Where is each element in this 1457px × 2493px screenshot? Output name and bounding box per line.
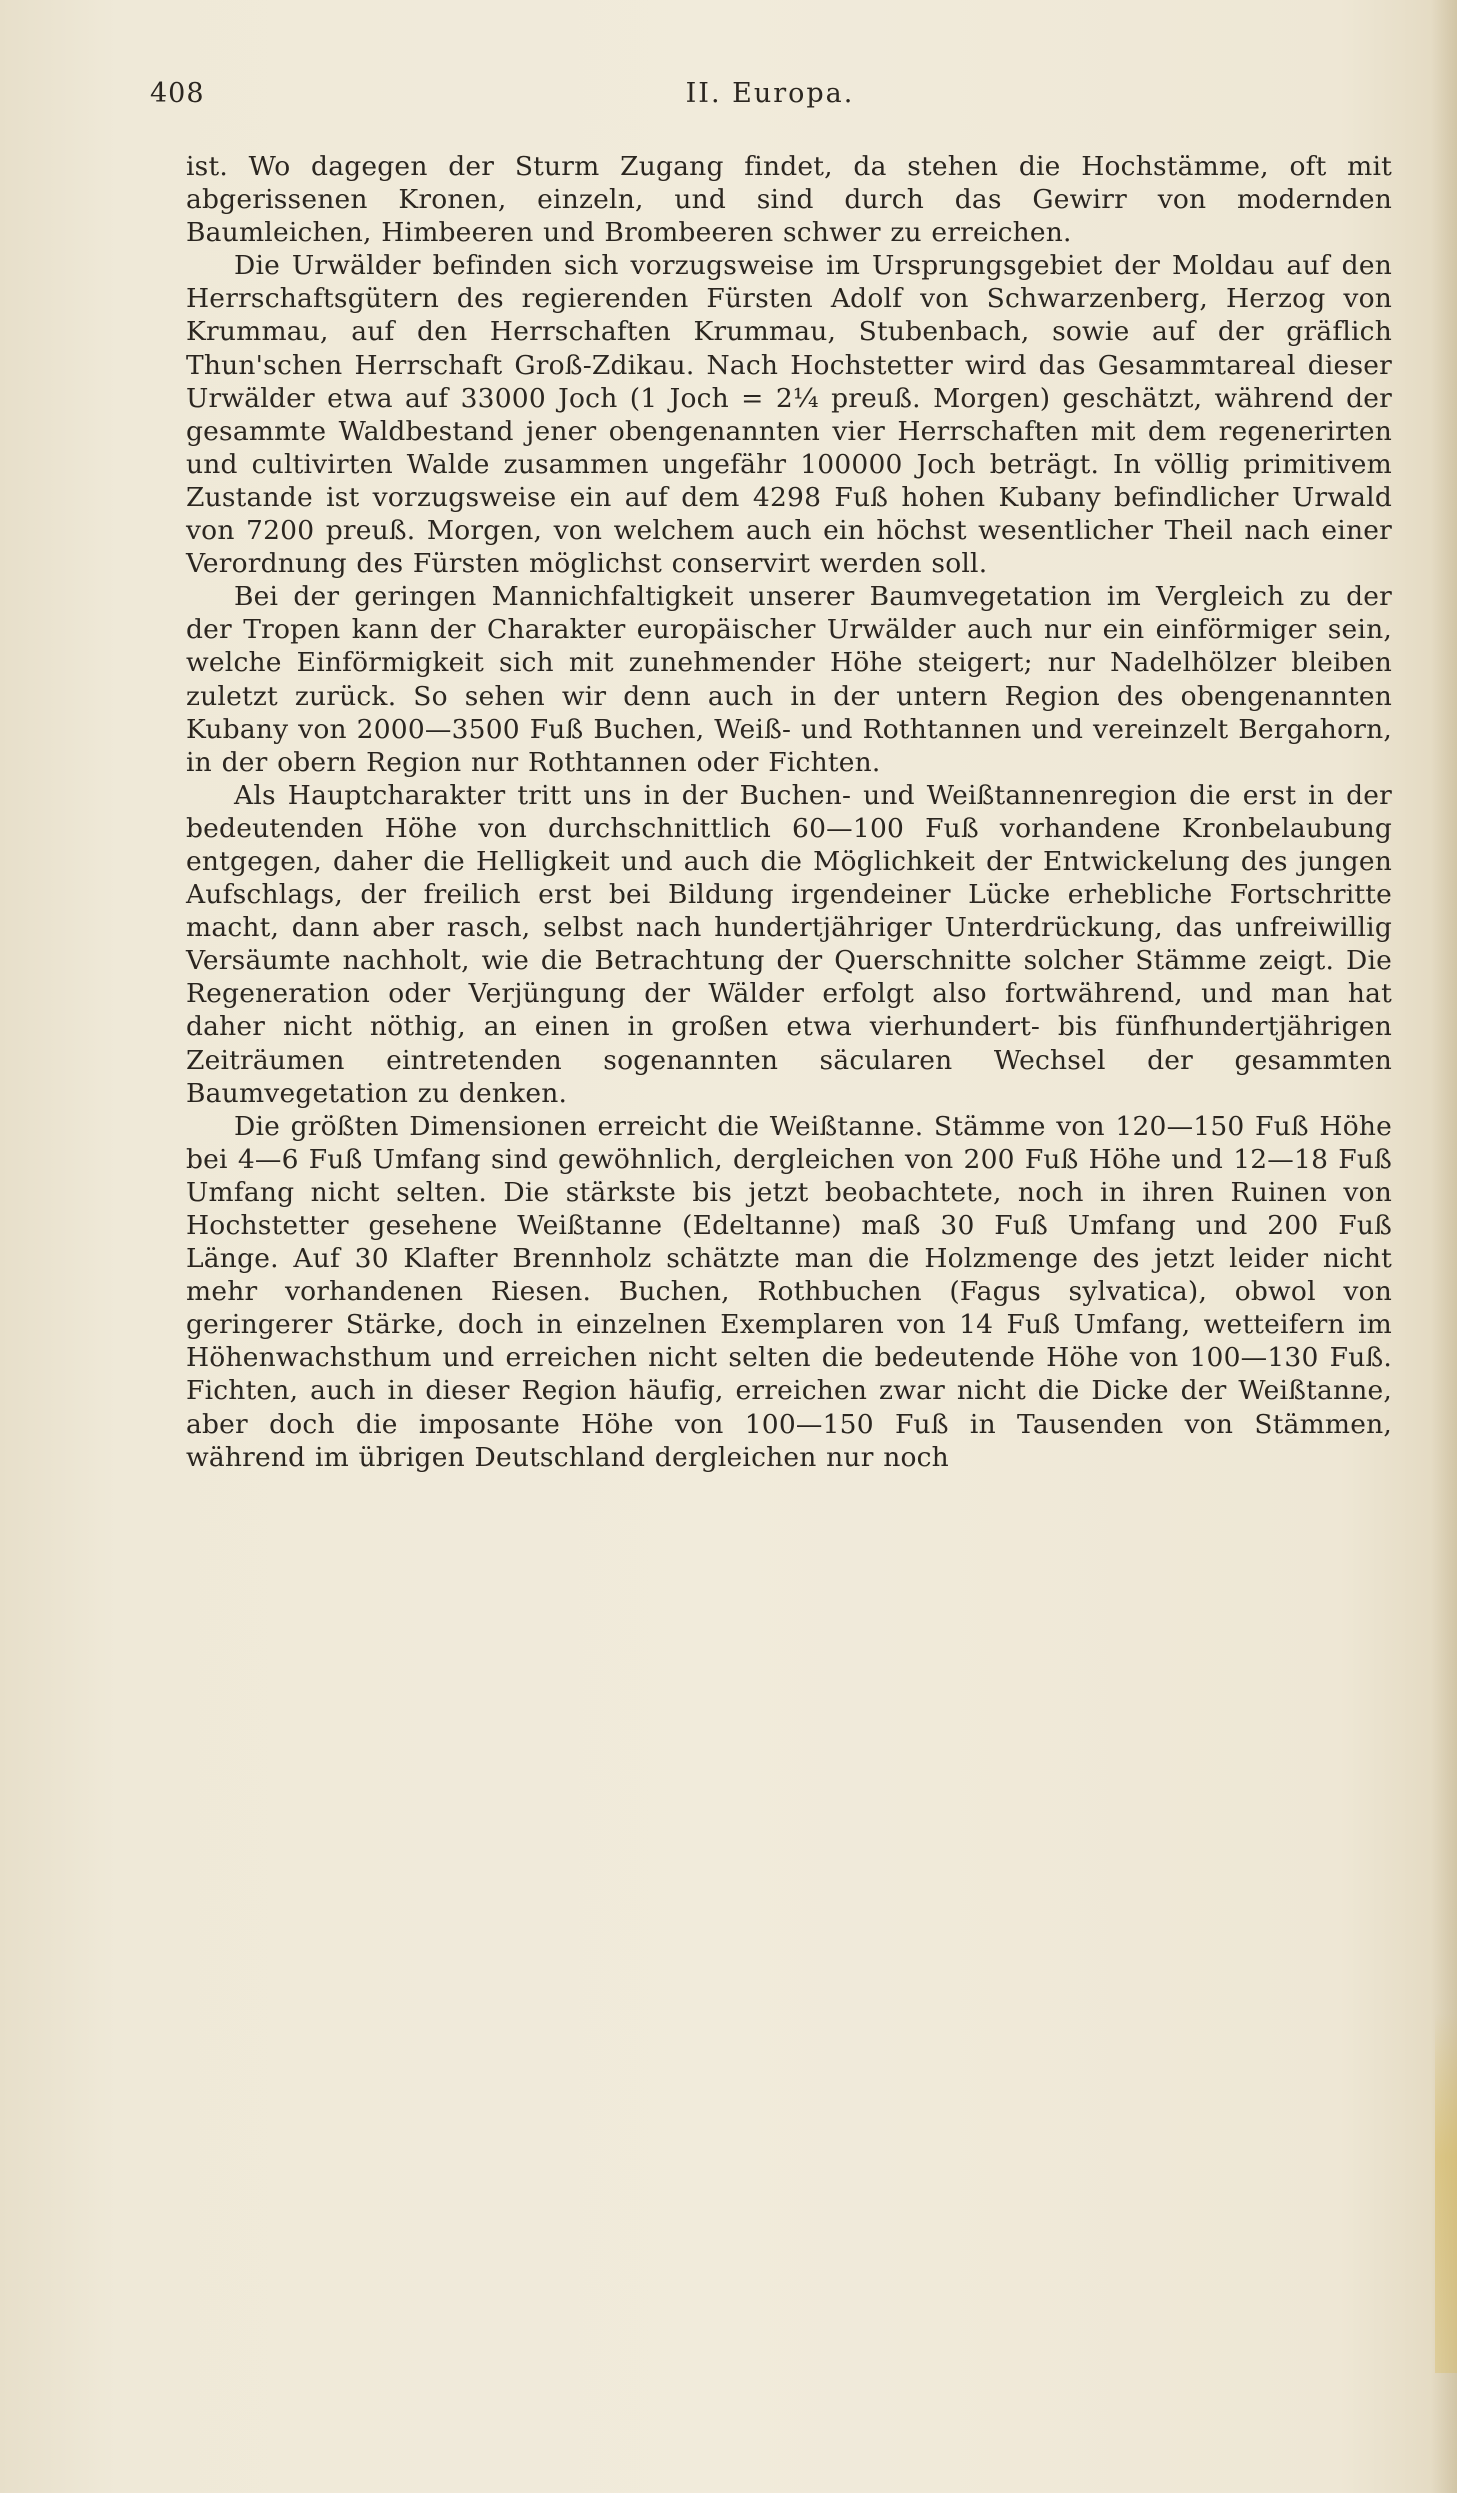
paper-stain — [1435, 2013, 1457, 2373]
body-text — [186, 150, 1392, 1474]
paragraph-main-character: Als Hauptcharakter tritt uns in der Buchen- und Weißtannenregion die erst in der bedeutenden Höhe von durchschnittlich 60—100 Fuß vorhandene Kronbelaubung entgegen, daher die Helligkeit und auch die Möglichkeit der Entwickelung des jungen Aufschlags, der freilich erst bei Bildung irgendeiner Lücke erhebliche Fortschritte macht, dann aber rasch, selbst nach hundertjähriger Unterdrückung, das unfreiwillig Versäumte nachholt, wie die Betrachtung der Querschnitte solcher Stämme zeigt. Die Regeneration oder Verjüngung der Wälder erfolgt also fortwährend, und man hat daher nicht nöthig, an einen in großen etwa vierhundert- bis fünfhundertjährigen Zeiträumen eintretenden sogenannten säcularen Wechsel der gesammten Baumvegetation zu denken. — [186, 779, 1392, 1109]
page-header — [150, 78, 1390, 122]
page-number: 408 — [150, 78, 205, 109]
running-head: II. Europa. — [685, 78, 855, 109]
paragraph-dimensions: Die größten Dimensionen erreicht die Weißtanne. Stämme von 120—150 Fuß Höhe bei 4—6 Fuß Umfang sind gewöhnlich, dergleichen von 200 Fuß Höhe und 12—18 Fuß Umfang nicht selten. Die stärkste bis jetzt beobachtete, noch in ihren Ruinen von Hochstetter gesehene Weißtanne (Edeltanne) maß 30 Fuß Umfang und 200 Fuß Länge. Auf 30 Klafter Brennholz schätzte man die Holzmenge des jetzt leider nicht mehr vorhandenen Riesen. Buchen, Rothbuchen (Fagus sylvatica), obwol von geringerer Stärke, doch in einzelnen Exemplaren von 14 Fuß Umfang, wetteifern im Höhenwachsthum und erreichen nicht selten die bedeutende Höhe von 100—130 Fuß. Fichten, auch in dieser Region häufig, erreichen zwar nicht die Dicke der Weißtanne, aber doch die imposante Höhe von 100—150 Fuß in Tausenden von Stämmen, während im übrigen Deutschland dergleichen nur noch — [186, 1110, 1392, 1473]
paragraph-urwaelder-locations: Die Urwälder befinden sich vorzugsweise im Ursprungsgebiet der Moldau auf den Herrschaftsgütern des regierenden Fürsten Adolf von Schwarzenberg, Herzog von Krummau, auf den Herrschaften Krummau, Stubenbach, sowie auf der gräflich Thun'schen Herrschaft Groß-Zdikau. Nach Hochstetter wird das Gesammtareal dieser Urwälder etwa auf 33000 Joch (1 Joch = 2¼ preuß. Morgen) geschätzt, während der gesammte Waldbestand jener obengenannten vier Herrschaften mit dem regenerirten und cultivirten Walde zusammen ungefähr 100000 Joch beträgt. In völlig primitivem Zustande ist vorzugsweise ein auf dem 4298 Fuß hohen Kubany befindlicher Urwald von 7200 preuß. Morgen, von welchem auch ein höchst wesentlicher Theil nach einer Verordnung des Fürsten möglichst conservirt werden soll. — [186, 250, 1392, 580]
paragraph-vegetation-character: Bei der geringen Mannichfaltigkeit unserer Baumvegetation im Vergleich zu der der Tropen kann der Charakter europäischer Urwälder auch nur ein einförmiger sein, welche Einförmigkeit sich mit zunehmender Höhe steigert; nur Nadelhölzer bleiben zuletzt zurück. So sehen wir denn auch in der untern Region des obengenannten Kubany von 2000—3500 Fuß Buchen, Weiß- und Rothtannen und vereinzelt Bergahorn, in der obern Region nur Rothtannen oder Fichten. — [186, 581, 1392, 778]
paragraph-continuation: ist. Wo dagegen der Sturm Zugang findet, da stehen die Hochstämme, oft mit abgerissenen Kronen, einzeln, und sind durch das Gewirr von modernden Baumleichen, Himbeeren und Brombeeren schwer zu erreichen. — [186, 151, 1392, 249]
